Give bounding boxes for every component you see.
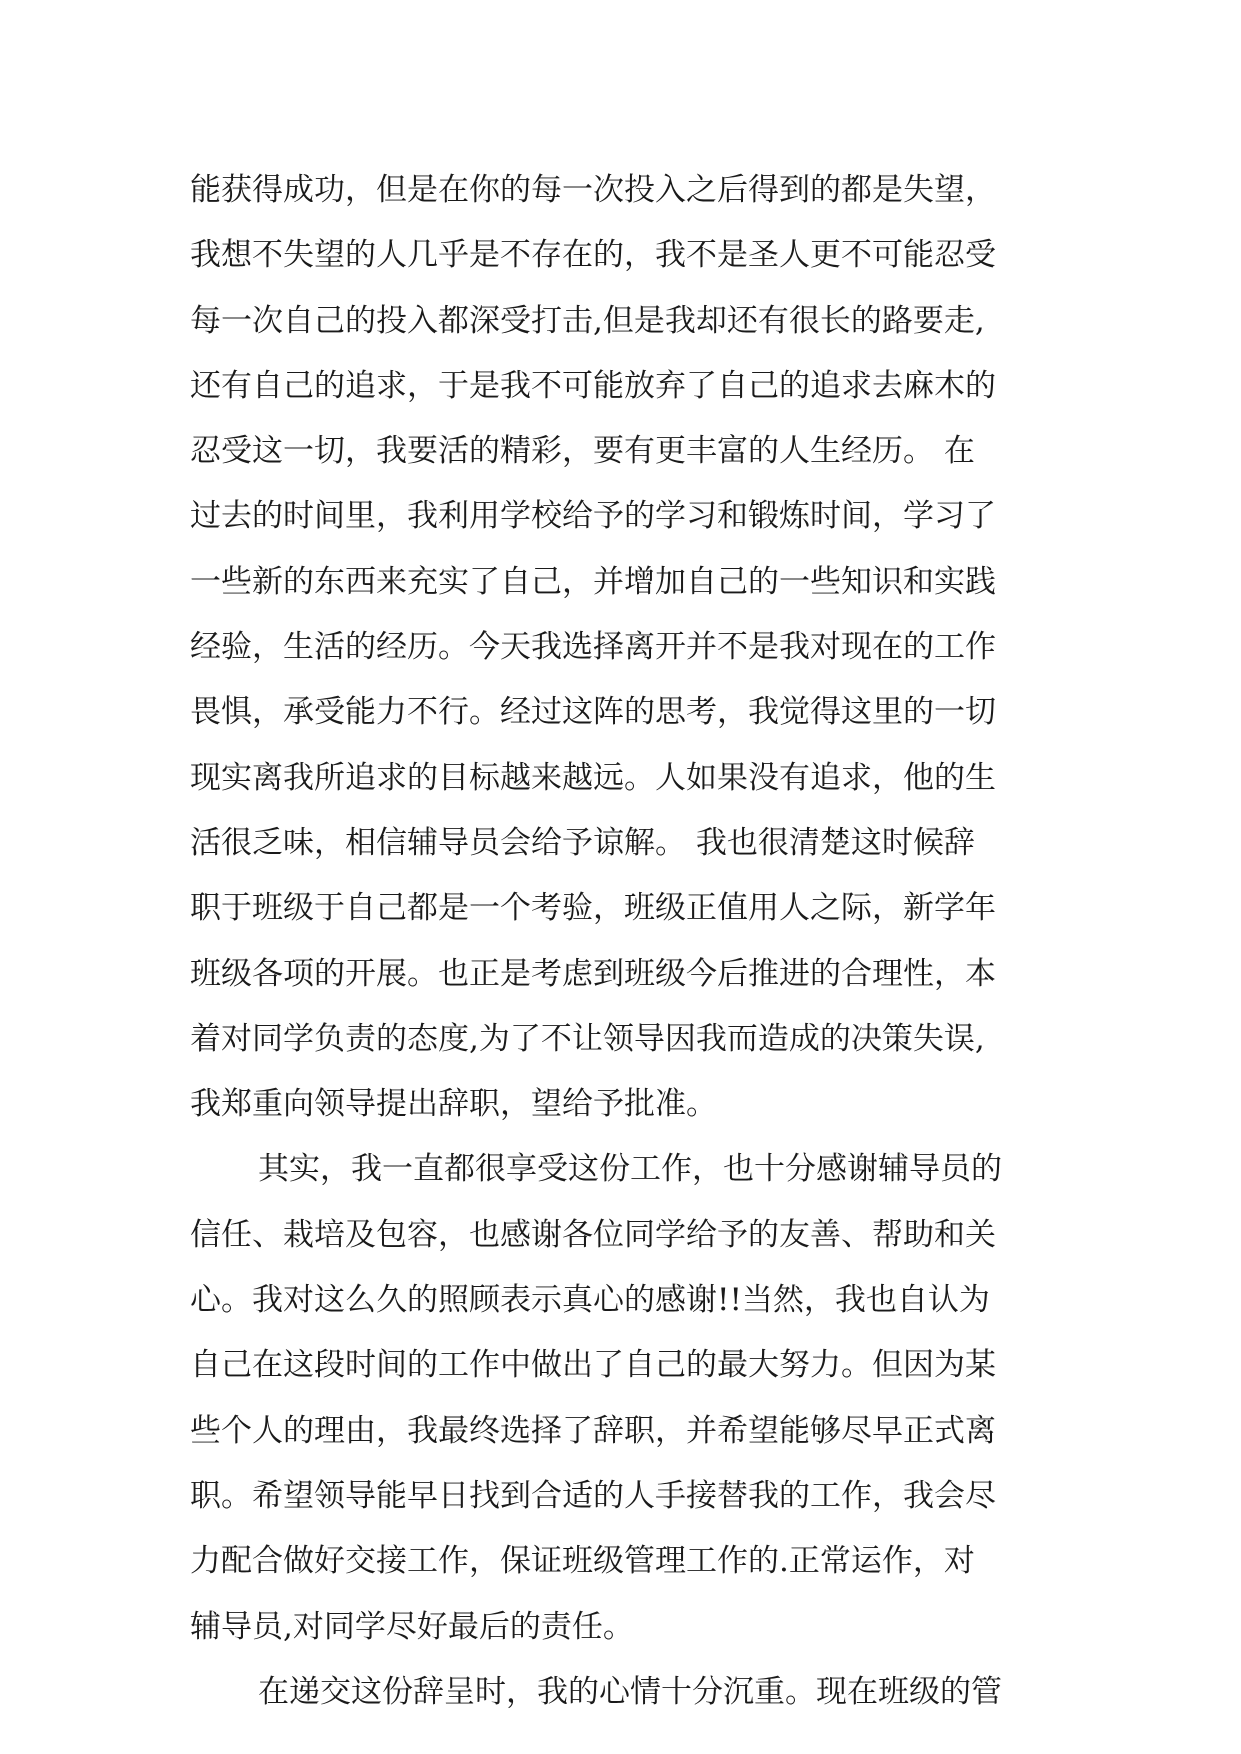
text-line: 畏惧，承受能力不行。经过这阵的思考，我觉得这里的一切 <box>190 694 996 731</box>
paragraph-first-line: 在递交这份辞呈时，我的心情十分沉重。现在班级的管 <box>258 1673 1002 1710</box>
document-body <box>190 158 1060 1725</box>
text-line: 心。我对这么久的照顾表示真心的感谢!!当然，我也自认为 <box>190 1282 990 1319</box>
text-line: 辅导员,对同学尽好最后的责任。 <box>190 1608 634 1645</box>
text-line: 现实离我所追求的目标越来越远。人如果没有追求，他的生 <box>190 759 996 796</box>
text-line: 班级各项的开展。也正是考虑到班级今后推进的合理性，本 <box>190 955 996 992</box>
text-line: 能获得成功，但是在你的每一次投入之后得到的都是失望， <box>190 172 996 208</box>
text-line: 信任、栽培及包容，也感谢各位同学给予的友善、帮助和关 <box>190 1216 996 1253</box>
text-line: 我郑重向领导提出辞职，望给予批准。 <box>190 1086 717 1123</box>
text-line: 些个人的理由，我最终选择了辞职，并希望能够尽早正式离 <box>190 1412 996 1449</box>
text-line: 一些新的东西来充实了自己，并增加自己的一些知识和实践 <box>190 563 996 600</box>
text-line: 经验，生活的经历。今天我选择离开并不是我对现在的工作 <box>190 629 996 666</box>
text-line: 还有自己的追求，于是我不可能放弃了自己的追求去麻木的 <box>190 367 996 404</box>
paragraph-first-line: 其实，我一直都很享受这份工作，也十分感谢辅导员的 <box>258 1151 1002 1188</box>
text-line: 过去的时间里，我利用学校给予的学习和锻炼时间，学习了 <box>190 498 996 535</box>
text-line: 职于班级于自己都是一个考验，班级正值用人之际，新学年 <box>190 890 996 927</box>
text-line: 着对同学负责的态度,为了不让领导因我而造成的决策失误, <box>190 1020 985 1057</box>
text-line: 活很乏味，相信辅导员会给予谅解。 我也很清楚这时候辞 <box>190 824 975 861</box>
text-line: 我想不失望的人几乎是不存在的，我不是圣人更不可能忍受 <box>190 237 996 274</box>
text-line: 自己在这段时间的工作中做出了自己的最大努力。但因为某 <box>190 1347 996 1384</box>
text-line: 忍受这一切，我要活的精彩，要有更丰富的人生经历。 在 <box>190 433 975 470</box>
text-line: 每一次自己的投入都深受打击,但是我却还有很长的路要走, <box>190 302 985 339</box>
text-line: 力配合做好交接工作，保证班级管理工作的.正常运作，对 <box>190 1543 975 1580</box>
text-line: 职。希望领导能早日找到合适的人手接替我的工作，我会尽 <box>190 1477 996 1514</box>
